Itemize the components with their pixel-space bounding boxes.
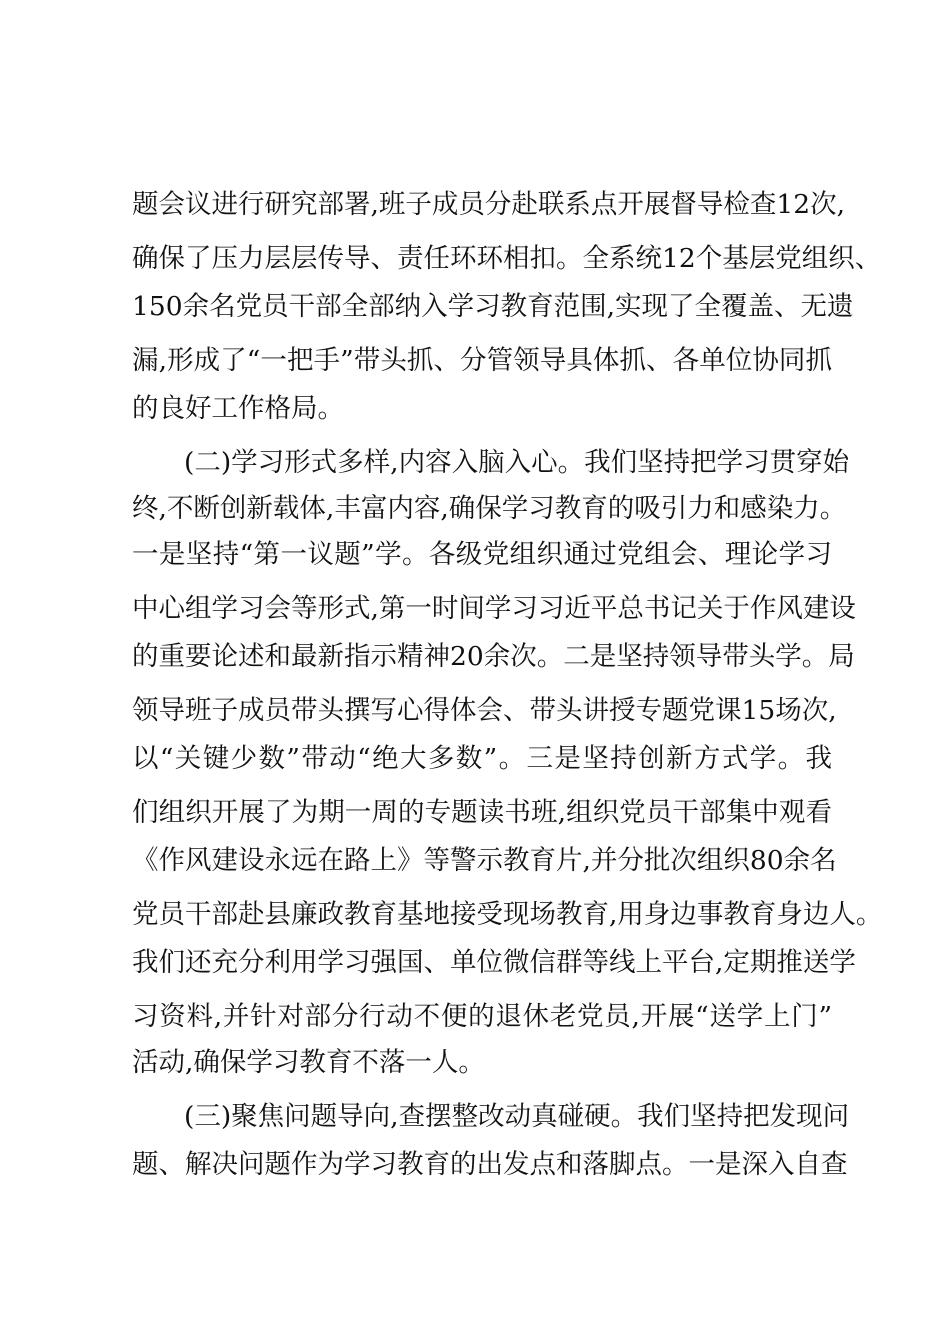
text-line: 党员干部赴县廉政教育基地接受现场教育,用身边事教育身边人。 <box>132 899 883 930</box>
text-line: 150余名党员干部全部纳入学习教育范围,实现了全覆盖、无遗 <box>132 291 854 322</box>
text-line: 的良好工作格局。 <box>132 393 344 424</box>
text-line: 漏,形成了“一把手”带头抓、分管领导具体抓、各单位协同抓 <box>132 345 832 376</box>
text-line: 一是坚持“第一议题”学。各级党组织通过党组会、理论学习 <box>132 539 832 570</box>
text-line: 以“关键少数”带动“绝大多数”。三是坚持创新方式学。我 <box>132 743 832 774</box>
text-line: (三)聚焦问题导向,查摆整改动真碰硬。我们坚持把发现问 <box>184 1101 850 1132</box>
text-line: 活动,确保学习教育不落一人。 <box>132 1047 485 1078</box>
text-line: 们组织开展了为期一周的专题读书班,组织党员干部集中观看 <box>132 797 832 828</box>
text-line: 确保了压力层层传导、责任环环相扣。全系统12个基层党组织、 <box>132 243 882 274</box>
text-line: 我们还充分利用学习强国、单位微信群等线上平台,定期推送学 <box>132 947 856 978</box>
text-line: 中心组学习会等形式,第一时间学习习近平总书记关于作风建设 <box>132 593 856 624</box>
text-line: 题会议进行研究部署,班子成员分赴联系点开展督导检查12次, <box>132 189 846 220</box>
text-line: 《作风建设永远在路上》等警示教育片,并分批次组织80余名 <box>132 845 837 876</box>
text-line: 领导班子成员带头撰写心得体会、带头讲授专题党课15场次, <box>132 695 837 726</box>
text-line: 题、解决问题作为学习教育的出发点和落脚点。一是深入自查 <box>132 1149 848 1180</box>
text-line: (二)学习形式多样,内容入脑入心。我们坚持把学习贯穿始 <box>184 447 850 478</box>
text-line: 习资料,并针对部分行动不便的退休老党员,开展“送学上门” <box>132 1001 832 1032</box>
text-line: 终,不断创新载体,丰富内容,确保学习教育的吸引力和感染力。 <box>132 493 847 524</box>
text-line: 的重要论述和最新指示精神20余次。二是坚持领导带头学。局 <box>132 641 855 672</box>
